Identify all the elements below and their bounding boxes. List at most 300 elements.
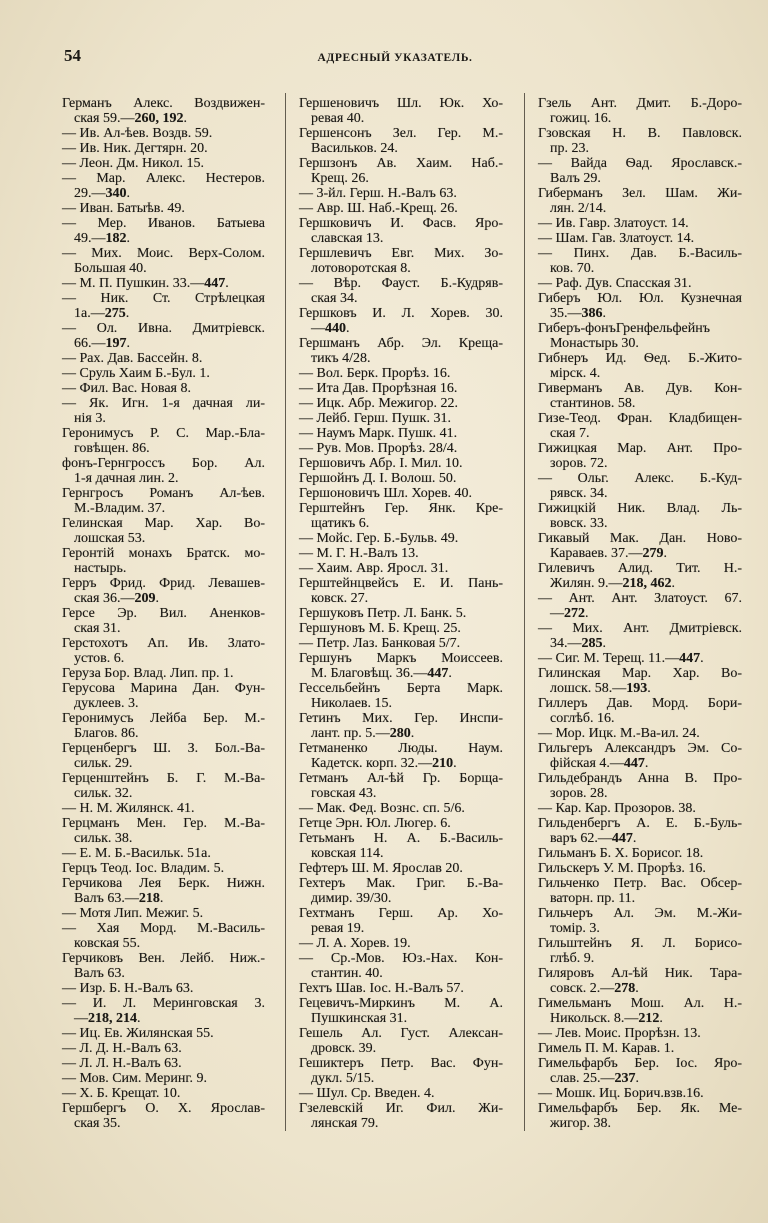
directory-entry bbox=[299, 381, 503, 396]
entry-line: Гикавый Мак. Дан. Ново- bbox=[538, 531, 742, 546]
entry-line: Гиляровъ Ал-ѣй Ник. Тара- bbox=[538, 966, 742, 981]
directory-entry bbox=[299, 711, 503, 741]
entry-line: Гильдебрандъ Анна В. Про- bbox=[538, 771, 742, 786]
entry-line: Гетьманъ Н. А. Б.-Василь- bbox=[299, 831, 503, 846]
entry-text: . bbox=[632, 831, 637, 846]
directory-entry bbox=[538, 936, 742, 966]
directory-entry bbox=[62, 546, 265, 576]
entry-text: Никольск. 8.— bbox=[550, 1011, 639, 1026]
entry-text: — М. П. Пушкин. 33.— bbox=[62, 276, 205, 291]
entry-line: Гильденбергъ А. Е. Б.-Буль- bbox=[538, 816, 742, 831]
entry-text: 35.— bbox=[550, 306, 582, 321]
telephone-number: 275 bbox=[104, 306, 126, 321]
entry-line: говѣщен. 86. bbox=[74, 441, 150, 456]
entry-line: — Як. Игн. 1-я дачная ли- bbox=[62, 396, 265, 411]
entry-text: ская 59.— bbox=[74, 111, 135, 126]
entry-line: — Рув. Мов. Прорѣз. 28/4. bbox=[299, 441, 458, 456]
entry-line: тикъ 4/28. bbox=[311, 351, 371, 366]
directory-entry bbox=[538, 231, 742, 246]
entry-line: пр. 23. bbox=[550, 141, 589, 156]
entry-line: сильк. 29. bbox=[74, 756, 133, 771]
directory-entry bbox=[299, 771, 503, 801]
entry-line: Гершлевичъ Евг. Мих. Зо- bbox=[299, 246, 503, 261]
entry-line: — Ср.-Мов. Юз.-Нах. Кон- bbox=[299, 951, 503, 966]
entry-line: — Ол. Ивна. Дмитріевск. bbox=[62, 321, 265, 336]
directory-entry bbox=[62, 396, 265, 426]
entry-text: . bbox=[644, 756, 649, 771]
entry-line: — Л. А. Хорев. 19. bbox=[299, 936, 411, 951]
entry-line: дукл. 5/15. bbox=[311, 1071, 375, 1086]
entry-line: Герсе Эр. Вил. Аненков- bbox=[62, 606, 265, 621]
directory-entry bbox=[62, 216, 265, 246]
entry-text: . bbox=[126, 186, 130, 201]
telephone-number: 210 bbox=[432, 756, 454, 771]
entry-line: — Леон. Дм. Никол. 15. bbox=[62, 156, 205, 171]
telephone-number: 447 bbox=[679, 651, 701, 666]
directory-entry bbox=[299, 876, 503, 906]
directory-entry bbox=[299, 861, 503, 876]
entry-line: — Ив. Гавр. Златоуст. 14. bbox=[538, 216, 689, 231]
entry-text: . bbox=[635, 981, 639, 996]
directory-entry bbox=[538, 876, 742, 906]
running-head: АДРЕСНЫЙ УКАЗАТЕЛЬ. bbox=[317, 52, 473, 64]
directory-entry bbox=[538, 906, 742, 936]
telephone-number: 182 bbox=[105, 231, 127, 246]
entry-line: — Ив. Ал-ѣев. Воздв. 59. bbox=[62, 126, 213, 141]
directory-entry bbox=[299, 831, 503, 861]
entry-line: Гиллеръ Дав. Морд. Бори- bbox=[538, 696, 742, 711]
directory-entry bbox=[299, 531, 503, 546]
entry-text: Кадетск. корп. 32.— bbox=[311, 756, 433, 771]
entry-text: — bbox=[74, 1011, 88, 1026]
directory-entry bbox=[62, 171, 265, 201]
entry-line: ковская 114. bbox=[311, 846, 384, 861]
entry-line: рявск. 34. bbox=[550, 486, 608, 501]
directory-entry bbox=[62, 861, 265, 876]
entry-line: Гершовичъ Абр. І. Мил. 10. bbox=[299, 456, 463, 471]
telephone-number: 447 bbox=[611, 831, 633, 846]
entry-line: Гершенсонъ Зел. Гер. М.- bbox=[299, 126, 503, 141]
entry-line: — Мар. Алекс. Нестеров. bbox=[62, 171, 265, 186]
directory-entry bbox=[538, 216, 742, 231]
entry-text: . bbox=[585, 606, 589, 621]
entry-text: . bbox=[602, 636, 606, 651]
directory-entry bbox=[62, 666, 265, 681]
directory-entry bbox=[538, 246, 742, 276]
directory-entry bbox=[62, 576, 265, 606]
entry-line: ваторн. пр. 11. bbox=[550, 891, 636, 906]
entry-line: — Иван. Батыѣв. 49. bbox=[62, 201, 185, 216]
directory-entry bbox=[538, 501, 742, 531]
entry-line: сильк. 38. bbox=[74, 831, 133, 846]
entry-line bbox=[538, 1011, 742, 1026]
entry-text: . bbox=[126, 231, 130, 246]
entry-line: — Мойс. Гер. Б.-Бульв. 49. bbox=[299, 531, 459, 546]
entry-line bbox=[538, 756, 742, 771]
entry-line: Гершковичъ И. Фасв. Яро- bbox=[299, 216, 503, 231]
entry-line: Герстохотъ Ап. Ив. Злато- bbox=[62, 636, 265, 651]
entry-line: — Шам. Гав. Златоуст. 14. bbox=[538, 231, 695, 246]
entry-line: Гижицкая Мар. Ант. Про- bbox=[538, 441, 742, 456]
entry-line: щатикъ 6. bbox=[311, 516, 370, 531]
entry-line: Гехтманъ Герш. Ар. Хо- bbox=[299, 906, 503, 921]
entry-line: 1-я дачная лин. 2. bbox=[74, 471, 179, 486]
entry-line: — Ив. Ник. Дегтярн. 20. bbox=[62, 141, 208, 156]
telephone-number: 193 bbox=[626, 681, 648, 696]
entry-line: славская 13. bbox=[311, 231, 384, 246]
entry-text: 29.— bbox=[74, 186, 106, 201]
directory-entry bbox=[299, 936, 503, 951]
entry-line: — Наумъ Марк. Пушк. 41. bbox=[299, 426, 458, 441]
page-number: 54 bbox=[64, 46, 81, 65]
column-rule bbox=[285, 93, 286, 1131]
entry-line: — Мак. Фед. Вознс. сп. 5/6. bbox=[299, 801, 465, 816]
directory-entry bbox=[299, 426, 503, 441]
directory-entry bbox=[62, 996, 265, 1026]
directory-entry bbox=[62, 711, 265, 741]
directory-entry bbox=[299, 1086, 503, 1101]
entry-line: — Изр. Б. Н.-Валъ 63. bbox=[62, 981, 194, 996]
entry-line: Гершуковъ Петр. Л. Банк. 5. bbox=[299, 606, 467, 621]
directory-entry bbox=[538, 561, 742, 591]
entry-line: — Петр. Лаз. Банковая 5/7. bbox=[299, 636, 461, 651]
directory-entry bbox=[299, 816, 503, 831]
directory-entry bbox=[538, 531, 742, 561]
entry-text: Жилян. 9.— bbox=[550, 576, 623, 591]
telephone-number: 218, 462 bbox=[622, 576, 672, 591]
entry-line: — Хая Морд. М.-Василь- bbox=[62, 921, 265, 936]
directory-entry bbox=[62, 1086, 265, 1101]
entry-text: . bbox=[659, 1011, 663, 1026]
entry-line: Крещ. 26. bbox=[311, 171, 369, 186]
entry-text: . bbox=[410, 726, 415, 741]
entry-text: . bbox=[663, 546, 668, 561]
directory-entry bbox=[538, 411, 742, 441]
entry-line: фонъ-Гернгроссъ Бор. Ал. bbox=[62, 456, 265, 471]
directory-entry bbox=[538, 291, 742, 321]
entry-line: — Мотя Лип. Межиг. 5. bbox=[62, 906, 204, 921]
telephone-number: 218 bbox=[138, 891, 160, 906]
entry-line: Гелинская Мар. Хар. Во- bbox=[62, 516, 265, 531]
directory-entry bbox=[62, 516, 265, 546]
entry-line: Гимельфарбъ Бер. Іос. Яро- bbox=[538, 1056, 742, 1071]
telephone-number: 447 bbox=[623, 756, 645, 771]
directory-entry bbox=[538, 621, 742, 651]
entry-line bbox=[538, 1071, 742, 1086]
entry-line: Гершеновичъ Шл. Юк. Хо- bbox=[299, 96, 503, 111]
entry-line: лянская 79. bbox=[311, 1116, 379, 1131]
entry-text: Караваев. 37.— bbox=[550, 546, 643, 561]
entry-line: Герцъ Теод. Іос. Владим. 5. bbox=[62, 861, 225, 876]
entry-text: 66.— bbox=[74, 336, 106, 351]
entry-text: — bbox=[311, 321, 325, 336]
entry-line: — Мошк. Иц. Борич.взв.16. bbox=[538, 1086, 704, 1101]
directory-entry bbox=[299, 621, 503, 636]
entry-line bbox=[299, 726, 503, 741]
directory-entry bbox=[299, 471, 503, 486]
entry-line: — Ита Дав. Прорѣзная 16. bbox=[299, 381, 458, 396]
telephone-number: 340 bbox=[105, 186, 127, 201]
entry-text: — bbox=[550, 606, 564, 621]
directory-entry bbox=[62, 981, 265, 996]
directory-entry bbox=[299, 681, 503, 711]
directory-entry bbox=[299, 456, 503, 471]
entry-line: ревая 19. bbox=[311, 921, 365, 936]
entry-line: Гизе-Теод. Фран. Кладбищен- bbox=[538, 411, 742, 426]
telephone-number: 447 bbox=[427, 666, 449, 681]
entry-line: Гимель П. М. Карав. 1. bbox=[538, 1041, 675, 1056]
entry-line: Гильченко Петр. Вас. Обсер- bbox=[538, 876, 742, 891]
directory-entry bbox=[538, 186, 742, 216]
entry-line: стантинов. 58. bbox=[550, 396, 636, 411]
entry-text: . bbox=[671, 576, 675, 591]
entry-line: зоров. 72. bbox=[550, 456, 608, 471]
entry-line bbox=[538, 576, 742, 591]
entry-text: совск. 2.— bbox=[550, 981, 615, 996]
entry-line: Валъ 63. bbox=[74, 966, 125, 981]
entry-line: Гильскеръ У. М. Прорѣз. 16. bbox=[538, 861, 706, 876]
directory-entry bbox=[299, 981, 503, 996]
entry-text: лант. пр. 5.— bbox=[311, 726, 390, 741]
entry-line: — Мих. Моис. Верх-Солом. bbox=[62, 246, 265, 261]
entry-text: . bbox=[453, 756, 457, 771]
directory-entry bbox=[538, 696, 742, 726]
directory-entry bbox=[538, 846, 742, 861]
entry-line: Гершойнъ Д. І. Волош. 50. bbox=[299, 471, 457, 486]
entry-line bbox=[538, 831, 742, 846]
entry-line: Гетце Эрн. Юл. Люгер. 6. bbox=[299, 816, 451, 831]
entry-line bbox=[62, 591, 265, 606]
entry-line: — Ант. Ант. Златоуст. 67. bbox=[538, 591, 742, 606]
entry-text: 49.— bbox=[74, 231, 106, 246]
entry-line: ревая 40. bbox=[311, 111, 365, 126]
directory-entry bbox=[299, 366, 503, 381]
entry-text: слав. 25.— bbox=[550, 1071, 615, 1086]
directory-entry bbox=[538, 96, 742, 126]
entry-line: — Иц. Ев. Жилянская 55. bbox=[62, 1026, 214, 1041]
directory-entry bbox=[538, 276, 742, 291]
entry-line: — Мор. Ицк. М.-Ва-ил. 24. bbox=[538, 726, 700, 741]
entry-line: Пушкинская 31. bbox=[311, 1011, 408, 1026]
entry-line: Геронимусъ Лейба Бер. М.- bbox=[62, 711, 265, 726]
entry-line: Гимельфарбъ Бер. Як. Ме- bbox=[538, 1101, 742, 1116]
entry-line: мірск. 4. bbox=[550, 366, 601, 381]
entry-line: — 3-йл. Герш. Н.-Валъ 63. bbox=[299, 186, 457, 201]
entry-line bbox=[62, 231, 265, 246]
entry-text: . bbox=[126, 336, 130, 351]
entry-line: Николаев. 15. bbox=[311, 696, 393, 711]
entry-line: нія 3. bbox=[74, 411, 106, 426]
entry-line bbox=[299, 321, 503, 336]
directory-entry bbox=[62, 426, 265, 456]
entry-line: Васильков. 24. bbox=[311, 141, 398, 156]
entry-line: — Вол. Берк. Прорѣз. 16. bbox=[299, 366, 451, 381]
directory-entry bbox=[538, 1086, 742, 1101]
entry-line: жигор. 38. bbox=[550, 1116, 612, 1131]
directory-entry bbox=[299, 411, 503, 426]
directory-entry bbox=[538, 996, 742, 1026]
directory-entry bbox=[62, 1056, 265, 1071]
directory-entry bbox=[62, 951, 265, 981]
directory-entry bbox=[62, 351, 265, 366]
entry-line: лошская 53. bbox=[74, 531, 146, 546]
directory-entry bbox=[538, 591, 742, 621]
entry-line: — Мов. Сим. Меринг. 9. bbox=[62, 1071, 208, 1086]
entry-line: Геронимусъ Р. С. Мар.-Бла- bbox=[62, 426, 265, 441]
directory-entry bbox=[62, 771, 265, 801]
entry-line: глѣб. 9. bbox=[550, 951, 595, 966]
entry-line: — Л. Л. Н.-Валъ 63. bbox=[62, 1056, 182, 1071]
entry-line: — Ицк. Абр. Межигор. 22. bbox=[299, 396, 458, 411]
entry-line: настырь. bbox=[74, 561, 127, 576]
entry-line: лян. 2/14. bbox=[550, 201, 607, 216]
directory-entry bbox=[62, 801, 265, 816]
entry-line: — Вайда Ѳад. Ярославск.- bbox=[538, 156, 742, 171]
directory-entry bbox=[299, 486, 503, 501]
entry-line: Геруза Бор. Влад. Лип. пр. 1. bbox=[62, 666, 234, 681]
entry-line: Гефтеръ Ш. М. Ярослав 20. bbox=[299, 861, 463, 876]
directory-entry bbox=[62, 96, 265, 126]
entry-line: Гершунъ Маркъ Моиссеев. bbox=[299, 651, 503, 666]
entry-text: 34.— bbox=[550, 636, 582, 651]
directory-entry bbox=[538, 321, 742, 351]
entry-line: М.-Владим. 37. bbox=[74, 501, 166, 516]
entry-line: — Шул. Ср. Введен. 4. bbox=[299, 1086, 435, 1101]
entry-line: Герчикова Лея Берк. Нижн. bbox=[62, 876, 265, 891]
entry-line: Гильгеръ Александръ Эм. Со- bbox=[538, 741, 742, 756]
entry-line: стантин. 40. bbox=[311, 966, 383, 981]
entry-line: — Сруль Хаим Б.-Бул. 1. bbox=[62, 366, 210, 381]
entry-text: . bbox=[155, 591, 159, 606]
directory-entry bbox=[62, 636, 265, 666]
entry-text: . bbox=[635, 1071, 640, 1086]
directory-entry bbox=[299, 396, 503, 411]
entry-line: димир. 39/30. bbox=[311, 891, 392, 906]
entry-line bbox=[538, 651, 742, 666]
entry-line: Гершбергъ О. Х. Ярослав- bbox=[62, 1101, 265, 1116]
entry-text: . bbox=[346, 321, 350, 336]
directory-entry bbox=[62, 486, 265, 516]
entry-line: Герчиковъ Вен. Лейб. Ниж.- bbox=[62, 951, 265, 966]
directory-entry bbox=[62, 816, 265, 846]
entry-line: Гецевичъ-Миркинъ М. А. bbox=[299, 996, 503, 1011]
entry-text: . bbox=[225, 276, 229, 291]
entry-line: Гешиктеръ Петр. Вас. Фун- bbox=[299, 1056, 503, 1071]
entry-text: . bbox=[125, 306, 130, 321]
directory-entry bbox=[299, 336, 503, 366]
entry-line: — М. Г. Н.-Валъ 13. bbox=[299, 546, 419, 561]
entry-line: — Н. М. Жилянск. 41. bbox=[62, 801, 195, 816]
entry-line: — И. Л. Меринговская 3. bbox=[62, 996, 265, 1011]
entry-line: — Хаим. Авр. Яросл. 31. bbox=[299, 561, 449, 576]
column-rule bbox=[524, 93, 525, 1131]
entry-line: Монастырь 30. bbox=[550, 336, 639, 351]
entry-line: — Мер. Иванов. Батыева bbox=[62, 216, 265, 231]
directory-entry bbox=[299, 186, 503, 201]
directory-entry bbox=[62, 126, 265, 141]
directory-entry bbox=[299, 801, 503, 816]
directory-entry bbox=[299, 606, 503, 621]
telephone-number: 278 bbox=[614, 981, 636, 996]
telephone-number: 218, 214 bbox=[88, 1011, 137, 1026]
entry-line: говская 43. bbox=[311, 786, 377, 801]
directory-entry bbox=[538, 1041, 742, 1056]
entry-line: Гессельбейнъ Берта Марк. bbox=[299, 681, 503, 696]
directory-entry bbox=[299, 1056, 503, 1086]
entry-line: Герръ Фрид. Фрид. Левашев- bbox=[62, 576, 265, 591]
entry-line: вовск. 33. bbox=[550, 516, 608, 531]
directory-entry bbox=[299, 276, 503, 306]
entry-line: Гехтъ Шав. Іос. Н.-Валъ 57. bbox=[299, 981, 464, 996]
directory-entry bbox=[299, 246, 503, 276]
directory-entry bbox=[538, 1056, 742, 1086]
directory-entry bbox=[62, 1101, 265, 1131]
entry-line: ская 7. bbox=[550, 426, 590, 441]
entry-line bbox=[62, 186, 265, 201]
entry-line: — Вѣр. Фауст. Б.-Кудряв- bbox=[299, 276, 503, 291]
entry-text: . bbox=[183, 111, 187, 126]
directory-entry bbox=[538, 1101, 742, 1131]
entry-line: — Лев. Моис. Прорѣзн. 13. bbox=[538, 1026, 701, 1041]
entry-text: . bbox=[647, 681, 651, 696]
directory-entry bbox=[299, 126, 503, 156]
telephone-number: 209 bbox=[134, 591, 156, 606]
directory-entry bbox=[299, 306, 503, 336]
entry-line: — Х. Б. Крещат. 10. bbox=[62, 1086, 181, 1101]
entry-line bbox=[299, 666, 503, 681]
entry-line: Гзовская Н. В. Павловск. bbox=[538, 126, 742, 141]
telephone-number: 386 bbox=[581, 306, 603, 321]
entry-line: Гильчеръ Ал. Эм. М.-Жи- bbox=[538, 906, 742, 921]
entry-line: Гиберманъ Зел. Шам. Жи- bbox=[538, 186, 742, 201]
entry-line bbox=[538, 606, 742, 621]
directory-entry bbox=[299, 561, 503, 576]
entry-line bbox=[62, 306, 265, 321]
entry-line: Гиверманъ Ав. Дув. Кон- bbox=[538, 381, 742, 396]
telephone-number: 447 bbox=[204, 276, 226, 291]
directory-entry bbox=[62, 681, 265, 711]
directory-entry bbox=[62, 456, 265, 486]
directory-entry bbox=[538, 651, 742, 666]
entry-line: Гернгросъ Романъ Ал-ѣев. bbox=[62, 486, 265, 501]
directory-entry bbox=[299, 201, 503, 216]
entry-line: Гершковъ И. Л. Хорев. 30. bbox=[299, 306, 503, 321]
entry-line: — Раф. Дув. Спасская 31. bbox=[538, 276, 692, 291]
entry-line: Гетманенко Люды. Наум. bbox=[299, 741, 503, 756]
entry-line bbox=[538, 681, 742, 696]
entry-line bbox=[538, 306, 742, 321]
entry-line: Гетинъ Мих. Гер. Инспи- bbox=[299, 711, 503, 726]
entry-line: соглѣб. 16. bbox=[550, 711, 615, 726]
entry-line: Герштейнцвейсъ Е. И. Пань- bbox=[299, 576, 503, 591]
directory-entry bbox=[299, 441, 503, 456]
entry-line: Герусова Марина Дан. Фун- bbox=[62, 681, 265, 696]
directory-entry bbox=[538, 966, 742, 996]
directory-entry bbox=[62, 276, 265, 291]
entry-line: ковская 55. bbox=[74, 936, 141, 951]
directory-entry bbox=[538, 816, 742, 846]
entry-line: — Л. Д. Н.-Валъ 63. bbox=[62, 1041, 182, 1056]
entry-line: — Авр. Ш. Наб.-Крещ. 26. bbox=[299, 201, 458, 216]
directory-entry bbox=[299, 1101, 503, 1131]
entry-line bbox=[62, 111, 265, 126]
entry-text: 1а.— bbox=[74, 306, 105, 321]
directory-entry bbox=[299, 951, 503, 981]
directory-column-2 bbox=[299, 96, 503, 1131]
directory-column-1 bbox=[62, 96, 265, 1131]
telephone-number: 280 bbox=[389, 726, 411, 741]
entry-line bbox=[299, 756, 503, 771]
